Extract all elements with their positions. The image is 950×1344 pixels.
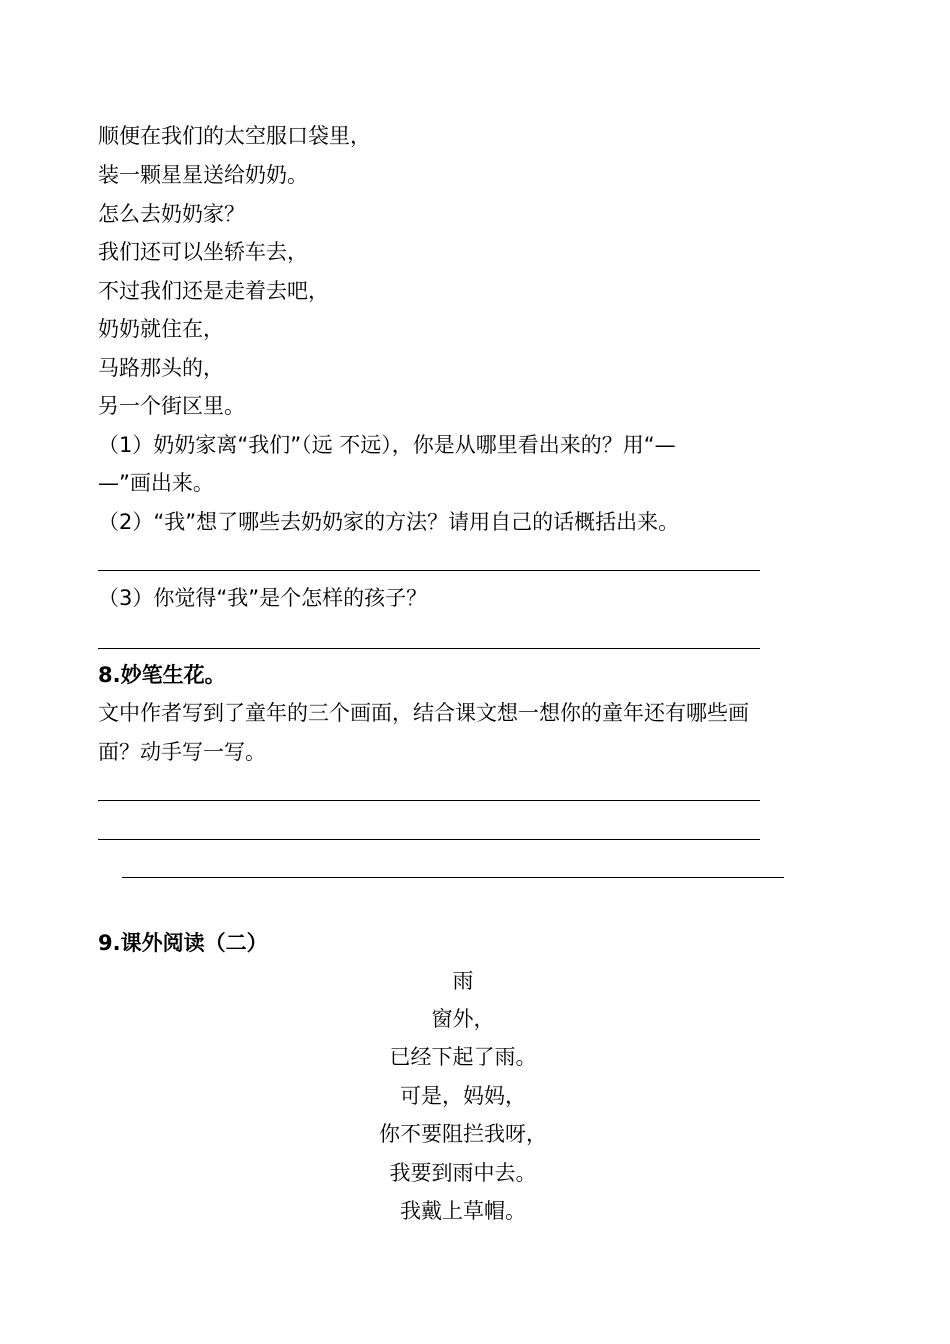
answer-line[interactable]: [98, 570, 760, 571]
poem-line: 我们还可以坐轿车去，: [98, 240, 308, 264]
poem-line: 另一个街区里。: [98, 394, 245, 418]
question-3: （3）你觉得“我”是个怎样的孩子？: [98, 586, 428, 610]
answer-line[interactable]: [98, 839, 760, 840]
question-2: （2）“我”想了哪些去奶奶家的方法？请用自己的话概括出来。: [98, 510, 680, 534]
question-1-line-2: —”画出来。: [98, 471, 214, 495]
poem-line: 怎么去奶奶家？: [98, 202, 245, 226]
poem-line: 不过我们还是走着去吧，: [98, 279, 329, 303]
poem-line: 马路那头的，: [98, 356, 224, 380]
poem-line: 已经下起了雨。: [389, 1045, 537, 1069]
section-8-heading: 8.妙笔生花。: [98, 663, 226, 687]
question-1-line-1: （1）奶奶家离“我们”（远 不远），你是从哪里看出来的？用“—: [98, 433, 676, 457]
section-8-prompt-line-2: 面？动手写一写。: [98, 740, 266, 764]
section-8-prompt-line-1: 文中作者写到了童年的三个画面，结合课文想一想你的童年还有哪些画: [98, 701, 749, 725]
poem-line: 我戴上草帽。: [400, 1199, 526, 1223]
poem-line: 装一颗星星送给奶奶。: [98, 163, 308, 187]
answer-line[interactable]: [122, 877, 784, 878]
poem-line: 你不要阻拦我呀，: [379, 1122, 547, 1146]
poem-title: 雨: [452, 969, 474, 993]
poem-line: 奶奶就住在，: [98, 317, 224, 341]
answer-line[interactable]: [98, 800, 760, 801]
poem-line: 窗外，: [431, 1007, 495, 1031]
poem-line: 我要到雨中去。: [389, 1161, 537, 1185]
poem-line: 可是，妈妈，: [400, 1084, 526, 1108]
answer-line[interactable]: [98, 648, 760, 649]
section-9-heading: 9.课外阅读（二）: [98, 931, 268, 955]
poem-line: 顺便在我们的太空服口袋里，: [98, 124, 371, 148]
